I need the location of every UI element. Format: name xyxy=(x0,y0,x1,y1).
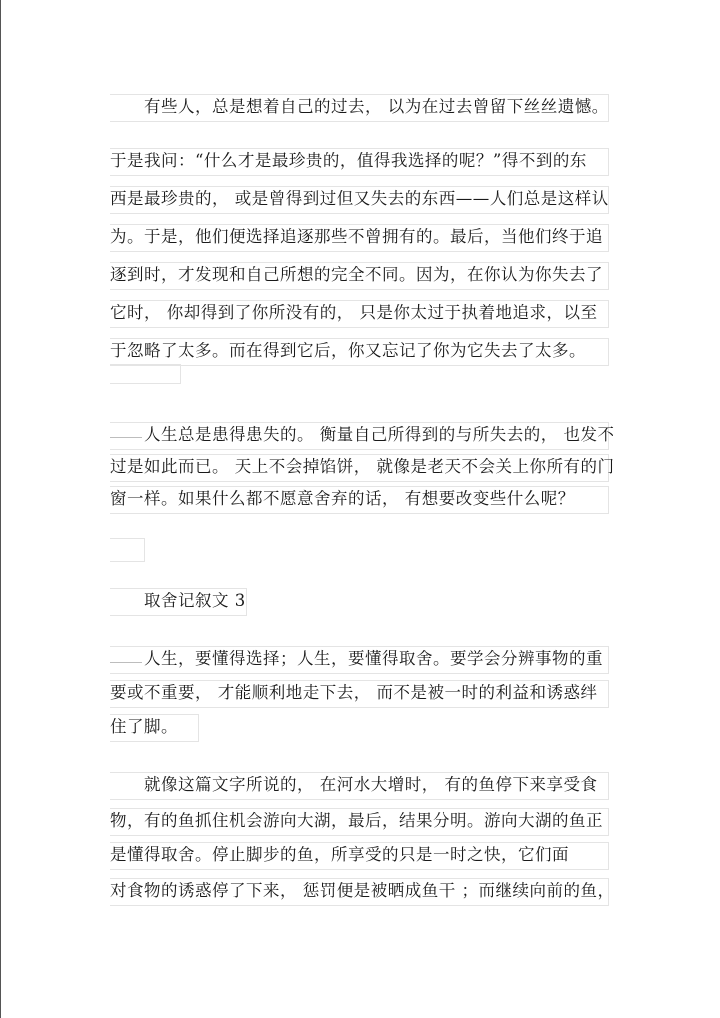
paragraph-3-line: 人生总是患得患失的。 衡量自己所得到的与所失去的， 也发不 xyxy=(144,425,615,444)
paragraph-2-line: 它时， 你却得到了你所没有的， 只是你太过于执着地追求，以至 xyxy=(110,303,598,322)
paragraph-2-line: 于是我问：“什么才是最珍贵的，值得我选择的呢？”得不到的东 xyxy=(110,151,587,170)
paragraph-3-line: 过是如此而已。 天上不会掉馅饼， 就像是老天不会关上你所有的门 xyxy=(110,457,615,476)
scan-box xyxy=(110,538,145,562)
paragraph-4-line: 住了脚。 xyxy=(110,717,178,736)
paragraph-5-line: 对食物的诱惑停了下来， 惩罚便是被晒成鱼干 ；而继续向前的鱼， xyxy=(110,881,615,900)
paragraph-5-line: 就像这篇文字所说的， 在河水大增时， 有的鱼停下来享受食 xyxy=(144,775,598,794)
section-heading: 取舍记叙文 3 xyxy=(144,591,246,610)
paragraph-5-line: 是懂得取舍。停止脚步的鱼，所享受的只是一时之快，它们面 xyxy=(110,845,569,864)
page-edge xyxy=(0,0,1,1018)
indent-dash xyxy=(110,662,142,663)
paragraph-2-line: 西是最珍贵的， 或是曾得到过但又失去的东西——人们总是这样认 xyxy=(110,189,609,208)
paragraph-2-line: 于忽略了太多。而在得到它后，你又忘记了你为它失去了太多。 xyxy=(110,341,586,360)
paragraph-4-line: 要或不重要， 才能顺利地走下去， 而不是被一时的利益和诱惑绊 xyxy=(110,683,598,702)
scan-box xyxy=(110,364,181,384)
paragraph-5-line: 物，有的鱼抓住机会游向大湖，最后，结果分明。游向大湖的鱼正 xyxy=(110,811,603,830)
paragraph-2-line: 逐到时，才发现和自己所想的完全不同。因为，在你认为你失去了 xyxy=(110,265,603,284)
paragraph-4-line: 人生，要懂得选择；人生，要懂得取舍。要学会分辨事物的重 xyxy=(144,649,603,668)
paragraph-3-line: 窗一样。如果什么都不愿意舍弃的话， 有想要改变些什么呢？ xyxy=(110,489,575,508)
indent-dash xyxy=(110,437,142,438)
paragraph-1-line: 有些人，总是想着自己的过去， 以为在过去曾留下丝丝遗憾。 xyxy=(144,97,609,116)
paragraph-2-line: 为。于是，他们便选择追逐那些不曾拥有的。最后，当他们终于追 xyxy=(110,227,603,246)
